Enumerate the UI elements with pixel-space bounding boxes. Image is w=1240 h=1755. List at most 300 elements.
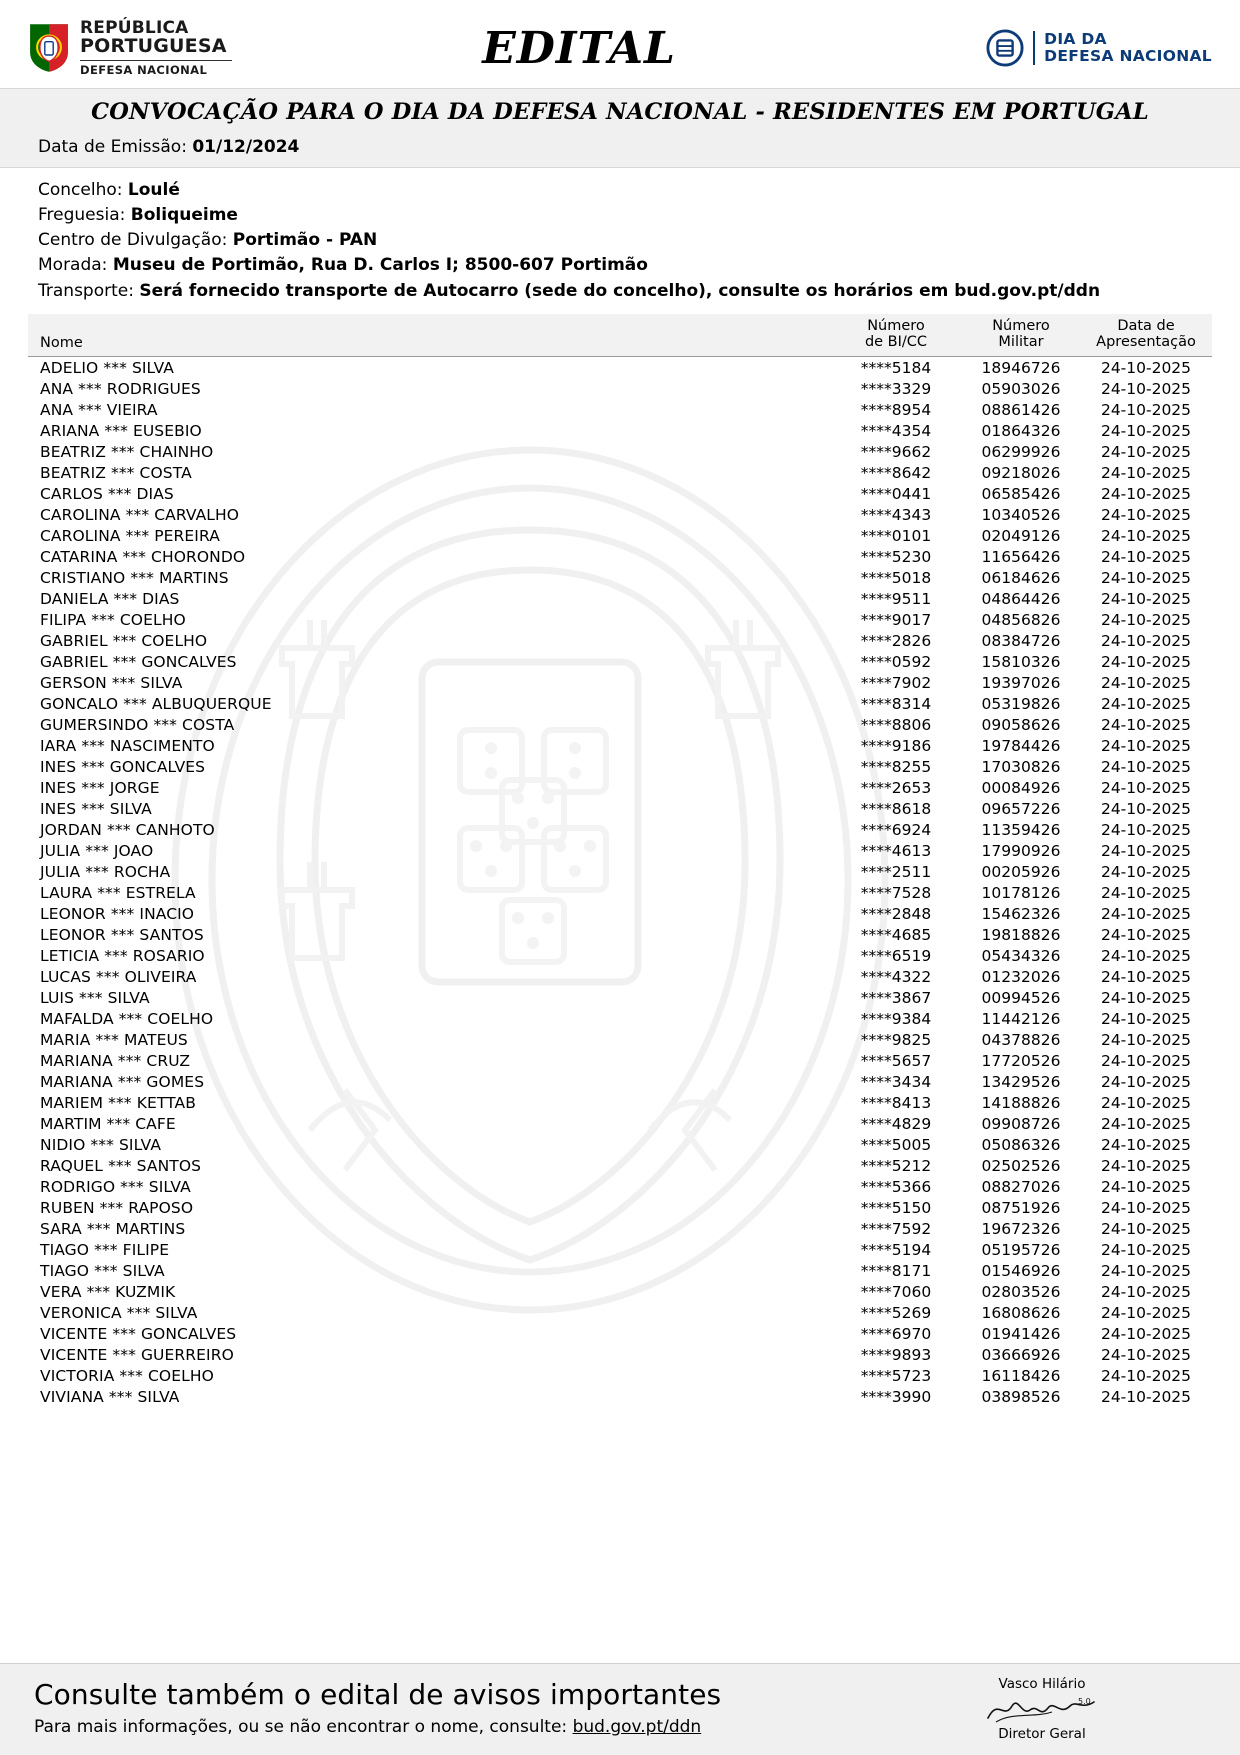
ddn-line-2: DEFESA NACIONAL: [1044, 47, 1212, 65]
cell-nome: RODRIGO *** SILVA: [40, 1177, 191, 1196]
cell-nome: JULIA *** JOAO: [40, 841, 154, 860]
cell-data-apresentacao: 24-10-2025: [1100, 799, 1192, 818]
cell-data-apresentacao: 24-10-2025: [1100, 1156, 1192, 1175]
table-row: [28, 1302, 1212, 1323]
column-header-bi-cc: [830, 314, 962, 357]
cell-data-apresentacao: 24-10-2025: [1100, 442, 1192, 461]
table-row: [28, 714, 1212, 735]
bi-header-line-1: Número: [867, 317, 925, 334]
cell-nome: CAROLINA *** PEREIRA: [40, 526, 220, 545]
cell-data-apresentacao: 24-10-2025: [1100, 925, 1192, 944]
cell-data-apresentacao: 24-10-2025: [1100, 1135, 1192, 1154]
cell-numero-bi-cc: ****3434: [860, 1072, 932, 1091]
republica-portuguesa-logo: [28, 17, 232, 78]
date-header-line-2: Apresentação: [1096, 334, 1196, 351]
cell-numero-militar: 09218026: [981, 463, 1061, 482]
cell-numero-militar: 09657226: [981, 799, 1061, 818]
cell-nome: NIDIO *** SILVA: [40, 1135, 162, 1154]
cell-nome: INES *** JORGE: [40, 778, 160, 797]
table-row: [28, 945, 1212, 966]
cell-numero-militar: 15810326: [981, 652, 1061, 671]
cell-numero-bi-cc: ****8642: [860, 463, 932, 482]
table-body: [28, 357, 1212, 1408]
table-row: [28, 735, 1212, 756]
cell-numero-bi-cc: ****8314: [860, 694, 932, 713]
table-row: [28, 672, 1212, 693]
table-row: [28, 399, 1212, 420]
centro-divulgacao-row: [38, 228, 1212, 253]
table-row: [28, 630, 1212, 651]
table-row: [28, 840, 1212, 861]
table-row: [28, 378, 1212, 399]
cell-numero-bi-cc: ****7902: [860, 673, 932, 692]
table-row: [28, 1386, 1212, 1407]
table-row: [28, 1155, 1212, 1176]
cell-nome: BEATRIZ *** COSTA: [40, 463, 192, 482]
table-row: [28, 357, 1212, 379]
table-row: [28, 798, 1212, 819]
cell-data-apresentacao: 24-10-2025: [1100, 1240, 1192, 1259]
cell-numero-bi-cc: ****6924: [860, 820, 932, 839]
table-row: [28, 1239, 1212, 1260]
table-row: [28, 1134, 1212, 1155]
cell-numero-militar: 05903026: [981, 379, 1061, 398]
cell-numero-militar: 00205926: [981, 862, 1061, 881]
cell-data-apresentacao: 24-10-2025: [1100, 946, 1192, 965]
republica-portuguesa-text: [80, 17, 232, 78]
table-row: [28, 693, 1212, 714]
cell-numero-militar: 17030826: [981, 757, 1061, 776]
table-row: [28, 756, 1212, 777]
cell-nome: ANA *** RODRIGUES: [40, 379, 201, 398]
cell-numero-bi-cc: ****4343: [860, 505, 932, 524]
cell-numero-militar: 15462326: [981, 904, 1061, 923]
cell-numero-militar: 08384726: [981, 631, 1061, 650]
cell-numero-militar: 06184626: [981, 568, 1061, 587]
cell-nome: CATARINA *** CHORONDO: [40, 547, 246, 566]
cell-numero-militar: 10340526: [981, 505, 1061, 524]
cell-numero-bi-cc: ****2653: [860, 778, 932, 797]
cell-numero-militar: 11656426: [981, 547, 1061, 566]
date-header-line-1: Data de: [1117, 317, 1175, 334]
cell-data-apresentacao: 24-10-2025: [1100, 1198, 1192, 1217]
cell-data-apresentacao: 24-10-2025: [1100, 652, 1192, 671]
cell-data-apresentacao: 24-10-2025: [1100, 1009, 1192, 1028]
cell-data-apresentacao: 24-10-2025: [1100, 1303, 1192, 1322]
cell-numero-militar: 13429526: [981, 1072, 1061, 1091]
cell-data-apresentacao: 24-10-2025: [1100, 631, 1192, 650]
table-row: [28, 525, 1212, 546]
cell-numero-bi-cc: ****7528: [860, 883, 932, 902]
table-row: [28, 1260, 1212, 1281]
cell-nome: VICENTE *** GUERREIRO: [40, 1345, 234, 1364]
table-row: [28, 819, 1212, 840]
cell-data-apresentacao: 24-10-2025: [1100, 379, 1192, 398]
cell-numero-bi-cc: ****3329: [860, 379, 932, 398]
issue-date-label: Data de Emissão:: [38, 137, 187, 157]
cell-numero-militar: 04378826: [981, 1030, 1061, 1049]
cell-numero-bi-cc: ****9511: [860, 589, 932, 608]
cell-numero-bi-cc: ****4829: [860, 1114, 932, 1133]
cell-data-apresentacao: 24-10-2025: [1100, 568, 1192, 587]
table-row: [28, 1008, 1212, 1029]
cell-numero-bi-cc: ****9662: [860, 442, 932, 461]
cell-numero-bi-cc: ****9186: [860, 736, 932, 755]
convocation-title: CONVOCAÇÃO PARA O DIA DA DEFESA NACIONAL - RESIDENTES EM PORTUGAL: [91, 99, 1149, 125]
cell-nome: TIAGO *** FILIPE: [40, 1240, 170, 1259]
table-row: [28, 1218, 1212, 1239]
cell-nome: CARLOS *** DIAS: [40, 484, 174, 503]
cell-nome: CAROLINA *** CARVALHO: [40, 505, 240, 524]
table-row: [28, 1344, 1212, 1365]
cell-data-apresentacao: 24-10-2025: [1100, 589, 1192, 608]
morada-row: [38, 253, 1212, 278]
cell-data-apresentacao: 24-10-2025: [1100, 1345, 1192, 1364]
cell-data-apresentacao: 24-10-2025: [1100, 1093, 1192, 1112]
cell-nome: GABRIEL *** COELHO: [40, 631, 208, 650]
cell-numero-bi-cc: ****5269: [860, 1303, 932, 1322]
cell-data-apresentacao: 24-10-2025: [1100, 1030, 1192, 1049]
convocados-table-wrap: [0, 308, 1240, 1407]
table-row: [28, 546, 1212, 567]
cell-data-apresentacao: 24-10-2025: [1100, 421, 1192, 440]
cell-nome: LUIS *** SILVA: [40, 988, 150, 1007]
freguesia-value: Boliqueime: [130, 205, 238, 226]
cell-numero-bi-cc: ****5184: [860, 358, 932, 377]
dia-da-defesa-nacional-logo: [986, 29, 1212, 67]
cell-numero-militar: 17990926: [981, 841, 1061, 860]
cell-numero-bi-cc: ****8255: [860, 757, 932, 776]
cell-numero-militar: 08861426: [981, 400, 1061, 419]
cell-numero-militar: 08827026: [981, 1177, 1061, 1196]
cell-numero-bi-cc: ****4685: [860, 925, 932, 944]
cell-nome: FILIPA *** COELHO: [40, 610, 186, 629]
table-row: [28, 1029, 1212, 1050]
ddn-emblem-icon: [986, 29, 1024, 67]
footer-subtext: [34, 1717, 721, 1737]
cell-data-apresentacao: 24-10-2025: [1100, 547, 1192, 566]
cell-numero-bi-cc: ****7060: [860, 1282, 932, 1301]
table-row: [28, 651, 1212, 672]
cell-numero-bi-cc: ****5150: [860, 1198, 932, 1217]
cell-numero-militar: 02502526: [981, 1156, 1061, 1175]
transporte-value: Será fornecido transporte de Autocarro (sede do concelho), consulte os horários em bud.gov.pt/ddn: [139, 280, 1101, 301]
cell-numero-bi-cc: ****8618: [860, 799, 932, 818]
svg-text:5.0: 5.0: [1078, 1696, 1091, 1706]
cell-data-apresentacao: 24-10-2025: [1100, 778, 1192, 797]
cell-numero-militar: 19672326: [981, 1219, 1061, 1238]
convocados-table: [28, 314, 1212, 1407]
cell-numero-bi-cc: ****3990: [860, 1387, 932, 1406]
table-row: [28, 588, 1212, 609]
cell-numero-bi-cc: ****4322: [860, 967, 932, 986]
cell-numero-bi-cc: ****4613: [860, 841, 932, 860]
table-row: [28, 609, 1212, 630]
cell-numero-militar: 09058626: [981, 715, 1061, 734]
portugal-shield-icon: [28, 22, 70, 74]
cell-numero-militar: 10178126: [981, 883, 1061, 902]
cell-nome: VICTORIA *** COELHO: [40, 1366, 214, 1385]
cell-numero-militar: 17720526: [981, 1051, 1061, 1070]
cell-data-apresentacao: 24-10-2025: [1100, 1366, 1192, 1385]
cell-data-apresentacao: 24-10-2025: [1100, 862, 1192, 881]
cell-nome: TIAGO *** SILVA: [40, 1261, 165, 1280]
cell-nome: GUMERSINDO *** COSTA: [40, 715, 235, 734]
cell-numero-militar: 01941426: [981, 1324, 1061, 1343]
table-row: [28, 504, 1212, 525]
signer-role: Diretor Geral: [998, 1725, 1086, 1742]
cell-numero-bi-cc: ****8806: [860, 715, 932, 734]
cell-nome: LEONOR *** SANTOS: [40, 925, 204, 944]
table-row: [28, 924, 1212, 945]
cell-numero-militar: 16118426: [981, 1366, 1061, 1385]
cell-numero-bi-cc: ****8171: [860, 1261, 932, 1280]
cell-data-apresentacao: 24-10-2025: [1100, 610, 1192, 629]
logo-divider: [80, 60, 232, 61]
cell-nome: MARTIM *** CAFE: [40, 1114, 176, 1133]
cell-numero-militar: 06585426: [981, 484, 1061, 503]
document-header: [0, 0, 1240, 88]
cell-numero-militar: 02049126: [981, 526, 1061, 545]
cell-nome: MARIANA *** GOMES: [40, 1072, 205, 1091]
cell-numero-bi-cc: ****9893: [860, 1345, 932, 1364]
cell-numero-militar: 19818826: [981, 925, 1061, 944]
cell-numero-bi-cc: ****5366: [860, 1177, 932, 1196]
cell-nome: ADELIO *** SILVA: [40, 358, 175, 377]
cell-numero-militar: 05086326: [981, 1135, 1061, 1154]
cell-data-apresentacao: 24-10-2025: [1100, 883, 1192, 902]
bi-header-line-2: de BI/CC: [864, 334, 928, 351]
cell-numero-bi-cc: ****4354: [860, 421, 932, 440]
cell-numero-bi-cc: ****5005: [860, 1135, 932, 1154]
signature-block: [982, 1676, 1212, 1743]
table-row: [28, 1281, 1212, 1302]
cell-data-apresentacao: 24-10-2025: [1100, 1051, 1192, 1070]
cell-numero-militar: 14188826: [981, 1093, 1061, 1112]
cell-numero-bi-cc: ****5230: [860, 547, 932, 566]
cell-numero-militar: 19397026: [981, 673, 1061, 692]
cell-nome: VICENTE *** GONCALVES: [40, 1324, 237, 1343]
cell-numero-bi-cc: ****9384: [860, 1009, 932, 1028]
cell-data-apresentacao: 24-10-2025: [1100, 526, 1192, 545]
cell-numero-militar: 00084926: [981, 778, 1061, 797]
cell-data-apresentacao: 24-10-2025: [1100, 1072, 1192, 1091]
cell-nome: MARIEM *** KETTAB: [40, 1093, 196, 1112]
centro-divulgacao-value: Portimão - PAN: [232, 230, 378, 251]
cell-nome: IARA *** NASCIMENTO: [40, 736, 215, 755]
footer-notice: [34, 1676, 721, 1737]
cell-numero-bi-cc: ****0101: [860, 526, 932, 545]
handwritten-signature-icon: [982, 1694, 1102, 1724]
cell-data-apresentacao: 24-10-2025: [1100, 484, 1192, 503]
cell-data-apresentacao: 24-10-2025: [1100, 757, 1192, 776]
cell-numero-militar: 03898526: [981, 1387, 1061, 1406]
cell-nome: RAQUEL *** SANTOS: [40, 1156, 202, 1175]
table-head: [28, 314, 1212, 357]
cell-numero-militar: 11442126: [981, 1009, 1061, 1028]
cell-numero-bi-cc: ****5723: [860, 1366, 932, 1385]
cell-numero-bi-cc: ****2511: [860, 862, 932, 881]
cell-numero-militar: 08751926: [981, 1198, 1061, 1217]
cell-numero-bi-cc: ****5194: [860, 1240, 932, 1259]
concelho-value: Loulé: [127, 180, 180, 200]
cell-nome: DANIELA *** DIAS: [40, 589, 180, 608]
cell-nome: GERSON *** SILVA: [40, 673, 183, 692]
cell-data-apresentacao: 24-10-2025: [1100, 904, 1192, 923]
issue-date-value: 01/12/2024: [192, 137, 300, 157]
cell-numero-militar: 04864426: [981, 589, 1061, 608]
cell-nome: JULIA *** ROCHA: [40, 862, 171, 881]
table-row: [28, 861, 1212, 882]
cell-data-apresentacao: 24-10-2025: [1100, 1282, 1192, 1301]
cell-numero-bi-cc: ****2848: [860, 904, 932, 923]
issue-date-row: [28, 137, 1212, 163]
cell-nome: SARA *** MARTINS: [40, 1219, 186, 1238]
centro-divulgacao-label: Centro de Divulgação:: [38, 230, 228, 251]
ddn-website-link[interactable]: bud.gov.pt/ddn: [572, 1717, 702, 1737]
cell-nome: BEATRIZ *** CHAINHO: [40, 442, 214, 461]
cell-nome: INES *** GONCALVES: [40, 757, 206, 776]
cell-data-apresentacao: 24-10-2025: [1100, 988, 1192, 1007]
convocation-band: [0, 88, 1240, 168]
table-row: [28, 1176, 1212, 1197]
transporte-label: Transporte:: [38, 280, 134, 301]
cell-nome: VIVIANA *** SILVA: [40, 1387, 180, 1406]
table-row: [28, 1092, 1212, 1113]
column-header-numero-militar: [962, 314, 1080, 357]
portuguesa-line: PORTUGUESA: [80, 35, 227, 58]
table-row: [28, 882, 1212, 903]
concelho-label: Concelho:: [38, 180, 123, 200]
table-row: [28, 483, 1212, 504]
table-row: [28, 1323, 1212, 1344]
cell-data-apresentacao: 24-10-2025: [1100, 1219, 1192, 1238]
cell-nome: GABRIEL *** GONCALVES: [40, 652, 237, 671]
cell-nome: LAURA *** ESTRELA: [40, 883, 196, 902]
republica-line: REPÚBLICA: [80, 17, 189, 38]
table-row: [28, 966, 1212, 987]
cell-numero-militar: 11359426: [981, 820, 1061, 839]
cell-numero-bi-cc: ****8413: [860, 1093, 932, 1112]
cell-nome: INES *** SILVA: [40, 799, 152, 818]
cell-data-apresentacao: 24-10-2025: [1100, 1177, 1192, 1196]
cell-numero-militar: 03666926: [981, 1345, 1061, 1364]
cell-numero-militar: 06299926: [981, 442, 1061, 461]
cell-data-apresentacao: 24-10-2025: [1100, 715, 1192, 734]
cell-numero-bi-cc: ****7592: [860, 1219, 932, 1238]
cell-numero-bi-cc: ****9825: [860, 1030, 932, 1049]
document-footer: [0, 1663, 1240, 1755]
footer-headline: Consulte também o edital de avisos importantes: [34, 1678, 722, 1711]
table-row: [28, 1071, 1212, 1092]
table-row: [28, 1050, 1212, 1071]
cell-numero-militar: 01864326: [981, 421, 1061, 440]
mil-header-line-1: Número: [992, 317, 1050, 334]
cell-data-apresentacao: 24-10-2025: [1100, 400, 1192, 419]
cell-numero-bi-cc: ****6519: [860, 946, 932, 965]
signer-name: Vasco Hilário: [998, 1676, 1086, 1692]
cell-numero-militar: 19784426: [981, 736, 1061, 755]
table-row: [28, 1365, 1212, 1386]
cell-numero-militar: 05434326: [981, 946, 1061, 965]
column-header-nome: Nome: [28, 314, 830, 357]
cell-numero-bi-cc: ****5212: [860, 1156, 932, 1175]
cell-nome: MARIANA *** CRUZ: [40, 1051, 191, 1070]
table-row: [28, 987, 1212, 1008]
ddn-line-1: DIA DA: [1044, 29, 1107, 48]
cell-numero-militar: 04856826: [981, 610, 1061, 629]
footer-subtext-label: Para mais informações, ou se não encontrar o nome, consulte:: [34, 1717, 568, 1737]
cell-nome: LEONOR *** INACIO: [40, 904, 195, 923]
table-row: [28, 903, 1212, 924]
cell-nome: ARIANA *** EUSEBIO: [40, 421, 202, 440]
table-row: [28, 1113, 1212, 1134]
cell-data-apresentacao: 24-10-2025: [1100, 820, 1192, 839]
cell-data-apresentacao: 24-10-2025: [1100, 673, 1192, 692]
cell-data-apresentacao: 24-10-2025: [1100, 1114, 1192, 1133]
cell-nome: RUBEN *** RAPOSO: [40, 1198, 194, 1217]
cell-numero-bi-cc: ****8954: [860, 400, 932, 419]
cell-data-apresentacao: 24-10-2025: [1100, 1261, 1192, 1280]
cell-numero-bi-cc: ****9017: [860, 610, 932, 629]
transporte-row: [38, 279, 1212, 304]
location-info: [0, 168, 1240, 308]
cell-numero-militar: 16808626: [981, 1303, 1061, 1322]
table-row: [28, 1197, 1212, 1218]
table-header-row: [28, 314, 1212, 357]
column-header-data-apresentacao: [1080, 314, 1212, 357]
freguesia-row: [38, 203, 1212, 228]
cell-nome: JORDAN *** CANHOTO: [40, 820, 215, 839]
cell-data-apresentacao: 24-10-2025: [1100, 1387, 1192, 1406]
cell-numero-militar: 05195726: [981, 1240, 1061, 1259]
page-title: EDITAL: [482, 22, 676, 74]
cell-numero-bi-cc: ****0592: [860, 652, 932, 671]
cell-nome: VERONICA *** SILVA: [40, 1303, 198, 1322]
concelho-row: [38, 178, 1212, 203]
defesa-nacional-line: DEFESA NACIONAL: [80, 63, 208, 78]
cell-nome: MAFALDA *** COELHO: [40, 1009, 214, 1028]
mil-header-line-2: Militar: [998, 334, 1044, 351]
table-row: [28, 462, 1212, 483]
cell-nome: MARIA *** MATEUS: [40, 1030, 188, 1049]
cell-numero-militar: 02803526: [981, 1282, 1061, 1301]
morada-label: Morada:: [38, 255, 108, 276]
cell-numero-bi-cc: ****2826: [860, 631, 932, 650]
cell-nome: GONCALO *** ALBUQUERQUE: [40, 694, 272, 713]
cell-nome: CRISTIANO *** MARTINS: [40, 568, 229, 587]
ddn-text: [1033, 31, 1212, 65]
cell-data-apresentacao: 24-10-2025: [1100, 694, 1192, 713]
cell-data-apresentacao: 24-10-2025: [1100, 505, 1192, 524]
cell-numero-bi-cc: ****3867: [860, 988, 932, 1007]
cell-data-apresentacao: 24-10-2025: [1100, 736, 1192, 755]
cell-data-apresentacao: 24-10-2025: [1100, 1324, 1192, 1343]
cell-numero-bi-cc: ****6970: [860, 1324, 932, 1343]
cell-numero-bi-cc: ****5657: [860, 1051, 932, 1070]
cell-nome: VERA *** KUZMIK: [40, 1282, 176, 1301]
cell-nome: LUCAS *** OLIVEIRA: [40, 967, 197, 986]
cell-data-apresentacao: 24-10-2025: [1100, 967, 1192, 986]
cell-data-apresentacao: 24-10-2025: [1100, 463, 1192, 482]
cell-numero-militar: 01546926: [981, 1261, 1061, 1280]
cell-numero-bi-cc: ****5018: [860, 568, 932, 587]
cell-numero-bi-cc: ****0441: [860, 484, 932, 503]
cell-numero-militar: 09908726: [981, 1114, 1061, 1133]
cell-numero-militar: 00994526: [981, 988, 1061, 1007]
freguesia-label: Freguesia:: [38, 205, 126, 226]
cell-numero-militar: 18946726: [981, 358, 1061, 377]
